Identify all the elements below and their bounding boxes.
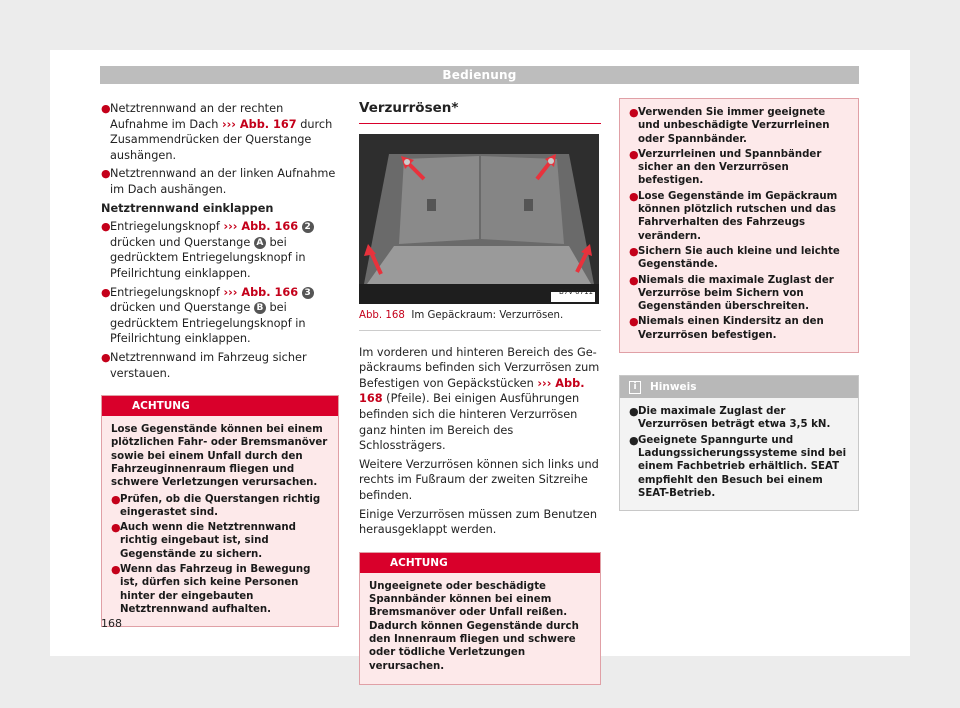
bullet-icon: ●: [629, 315, 639, 329]
warning-header: ACHTUNG: [360, 553, 600, 573]
warning-body: Lose Gegenstände können bei einem plötzlichen Fahr- oder Bremsmanöver sowie bei einem Unfall durch den Fahrzeuginnenraum fliegen und schwere Verletzungen verursachen. ● Prüfen, ob die Querstangen richtig eingerastet sind. ● Auch wenn die Netztrennwand richtig eingebaut ist, sind Gegenstände zu sichern. ● Wenn das Fahrzeug in Bewegung ist, dürfen sich keine Personen hinter der eingebauten Netztrennwand aufhalten.: [111, 424, 328, 615]
bullet-icon: ●: [629, 273, 639, 287]
list-item: ● Netztrennwand an der linken Aufnahme im Dach aushängen.: [101, 167, 336, 196]
paragraph: Einige Verzurrösen müssen zum Benutzen herausgeklappt werden.: [359, 507, 597, 537]
callout-number: 2: [302, 221, 314, 233]
warning-box: [359, 552, 601, 685]
bullet-icon: ●: [111, 521, 121, 535]
callout-letter: B: [254, 302, 266, 314]
column-right: [619, 98, 859, 511]
hint-box: [619, 375, 859, 511]
column-left: [101, 101, 339, 627]
list-item: ● Entriegelungsknopf ››› Abb. 166 3 drücken und Querstange B bei gedrücktem Entriegelungsknopf in Pfeilrichtung einklappen.: [101, 285, 339, 347]
list-item: ● Entriegelungsknopf ››› Abb. 166 2 drücken und Querstange A bei gedrücktem Entriegelungsknopf in Pfeilrichtung einklappen.: [101, 219, 339, 281]
bullet-icon: ●: [629, 106, 639, 119]
list-item: ● Netztrennwand an der rechten Aufnahme im Dach ››› Abb. 167 durch Zusammendrücken der Querstange aushängen.: [101, 102, 333, 162]
info-icon: i: [629, 381, 641, 394]
figure-link[interactable]: ››› Abb. 167: [221, 117, 297, 131]
bullet-icon: ●: [629, 189, 639, 203]
bullet-icon: ●: [101, 220, 111, 234]
bullet-icon: ●: [629, 405, 639, 419]
figure-caption: Abb. 168 Im Gepäckraum: Verzurrösen.: [359, 308, 601, 331]
bullet-icon: ●: [111, 492, 121, 506]
figure-link[interactable]: ››› Abb. 168: [359, 376, 585, 406]
list-item: ● Netztrennwand im Fahrzeug sicher verstauen.: [101, 350, 307, 380]
bullet-icon: ●: [111, 563, 121, 577]
bullet-icon: ●: [101, 350, 111, 364]
figure-code: B7V-0711: [559, 288, 593, 297]
bullet-icon: ●: [629, 244, 639, 258]
figure-link[interactable]: ››› Abb. 166: [223, 285, 299, 299]
bullet-icon: ●: [101, 102, 111, 115]
column-middle: [359, 101, 601, 685]
bullet-icon: ●: [101, 167, 111, 181]
luggage-compartment-photo: [359, 134, 599, 304]
warning-body: Ungeeignete oder beschädigte Spannbänder können bei einem Bremsmanöver oder Unfall reißen. Dadurch können Gegenstände durch den Innenraum fliegen und schwere oder tödliche Verletzungen verursachen.: [369, 580, 579, 672]
section-header: Bedienung: [100, 66, 859, 84]
warning-header: ACHTUNG: [102, 396, 338, 416]
paragraph: Weitere Verzurrösen können sich links und rechts im Fußraum der zweiten Sitzreihe befinden.: [359, 457, 599, 502]
bullet-icon: ●: [101, 285, 111, 299]
section-title: Verzurrösen*: [359, 101, 601, 124]
bullet-icon: ●: [629, 147, 639, 161]
callout-letter: A: [254, 237, 266, 249]
page-number: 168: [101, 617, 122, 630]
bullet-icon: ●: [629, 433, 639, 447]
hint-body: ● Die maximale Zuglast der Verzurrösen beträgt etwa 3,5 kN. ● Geeignete Spanngurte und Ladungssicherungssysteme sind bei einem Fachbetrieb erhältlich. SEAT empfiehlt den Besuch bei einem SEAT-Betrieb.: [629, 405, 847, 499]
subheading: Netztrennwand einklappen: [101, 201, 274, 215]
figure-link[interactable]: ››› Abb. 166: [223, 220, 299, 234]
warning-body: ● Verwenden Sie immer geeignete und unbeschädigte Verzurrleinen oder Spannbänder. ● Verzurrleinen und Spannbänder sicher an den Verzurrösen befestigen. ● Lose Gegenstände im Gepäckraum können plötzlich rutschen und das Fahrverhalten des Fahrzeugs verändern. ● Sichern Sie auch kleine und leichte Gegenstände. ● Niemals die maximale Zuglast der Verzurröse beim Sichern von Gegenständen überschreiten. ● Niemals einen Kindersitz an den Verzurrösen befestigen.: [629, 106, 840, 341]
hint-header: i Hinweis: [620, 376, 858, 398]
callout-number: 3: [302, 287, 314, 299]
warning-box: [101, 395, 339, 627]
paragraph: Im vorderen und hinteren Bereich des Gepäckraums befinden sich Verzurrösen zum Befestigen von Gepäckstücken ››› Abb. 168 (Pfeile). Bei einigen Ausführungen befinden sich die hinteren Verzurrösen ganz hinten im Bereich des Schlossträgers.: [359, 345, 600, 453]
warning-box-continued: [619, 98, 859, 353]
